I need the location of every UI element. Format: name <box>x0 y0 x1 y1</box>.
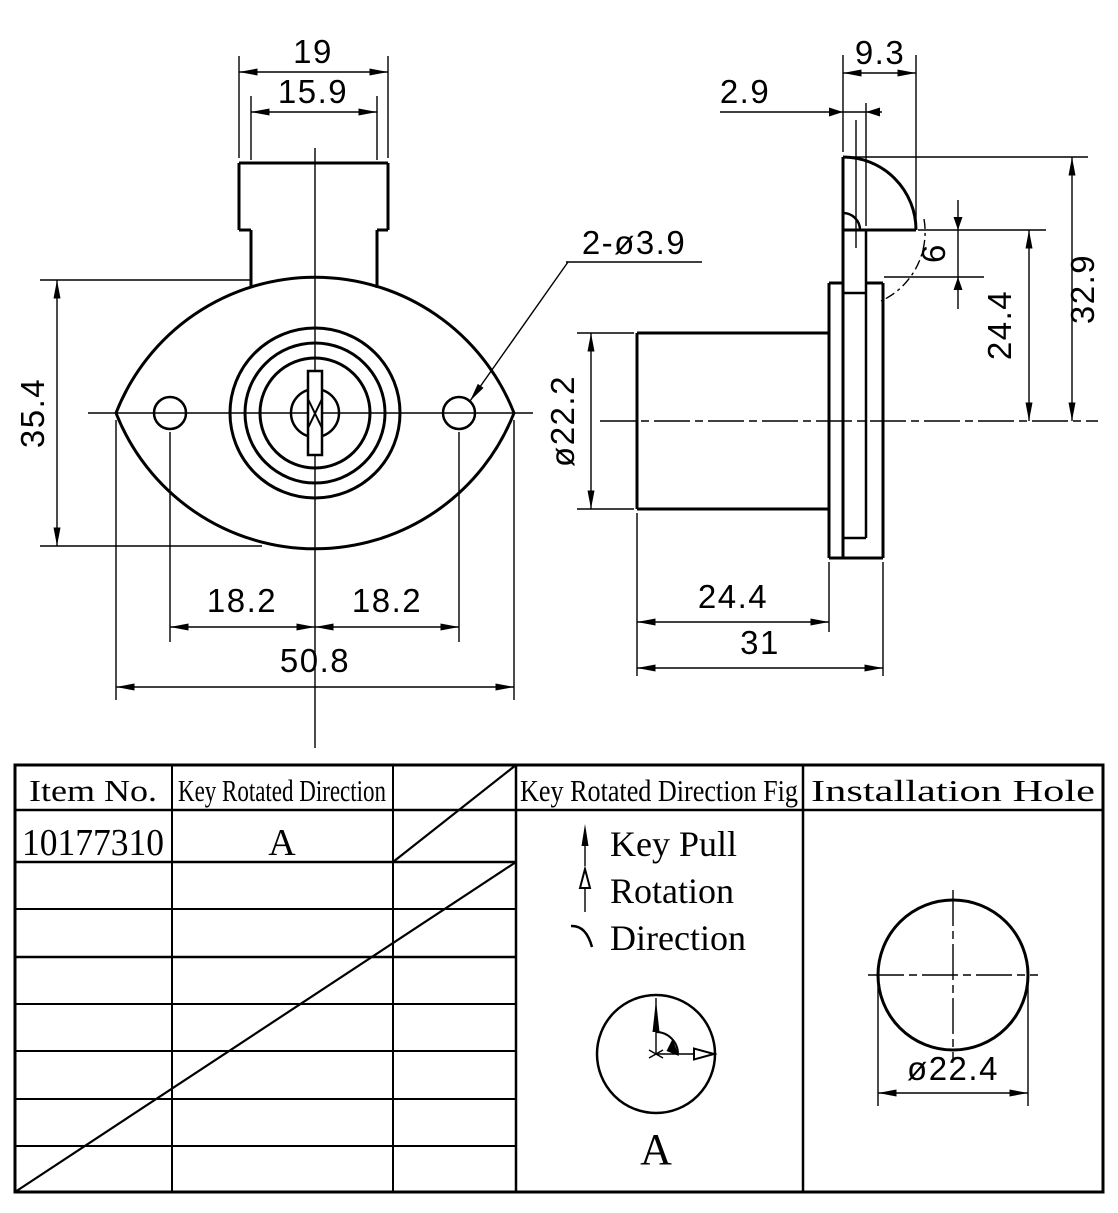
legend-key-pull: Key Pull <box>610 824 738 864</box>
callout-text-2-3-9: 2-ø3.9 <box>581 224 687 261</box>
dim-text-18-2-left: 18.2 <box>206 582 278 619</box>
dim-text-24-4-bottom: 24.4 <box>697 578 769 615</box>
dim-text-19: 19 <box>293 33 333 70</box>
dim-text-15-9: 15.9 <box>277 73 349 110</box>
dim-text-24-4-right: 24.4 <box>981 289 1018 361</box>
dim-text-9-3: 9.3 <box>854 34 906 71</box>
legend-direction: Direction <box>610 918 746 958</box>
keyway <box>308 371 322 455</box>
dim-text-22-4: ø22.4 <box>907 1050 999 1087</box>
header-key-rotated-direction: Key Rotated Direction <box>178 773 387 808</box>
fig-label-a: A <box>640 1125 672 1174</box>
dim-text-2-9: 2.9 <box>719 73 771 110</box>
dim-text-31: 31 <box>740 624 780 661</box>
header-item-no: Item No. <box>29 773 157 808</box>
header-key-rotated-direction-fig: Key Rotated Direction Fig <box>520 773 798 808</box>
cell-key-rotated-direction: A <box>268 822 296 864</box>
dim-text-6: 6 <box>915 243 952 263</box>
cell-item-no: 10177310 <box>22 822 164 864</box>
dim-text-35-4: 35.4 <box>14 377 51 449</box>
header-installation-hole: Installation Hole <box>811 773 1095 808</box>
dim-text-50-8: 50.8 <box>279 642 351 679</box>
dim-text-18-2-right: 18.2 <box>351 582 423 619</box>
dim-text-32-9: 32.9 <box>1064 253 1101 325</box>
legend-rotation: Rotation <box>610 871 734 911</box>
dim-text-22-2: ø22.2 <box>544 375 581 467</box>
